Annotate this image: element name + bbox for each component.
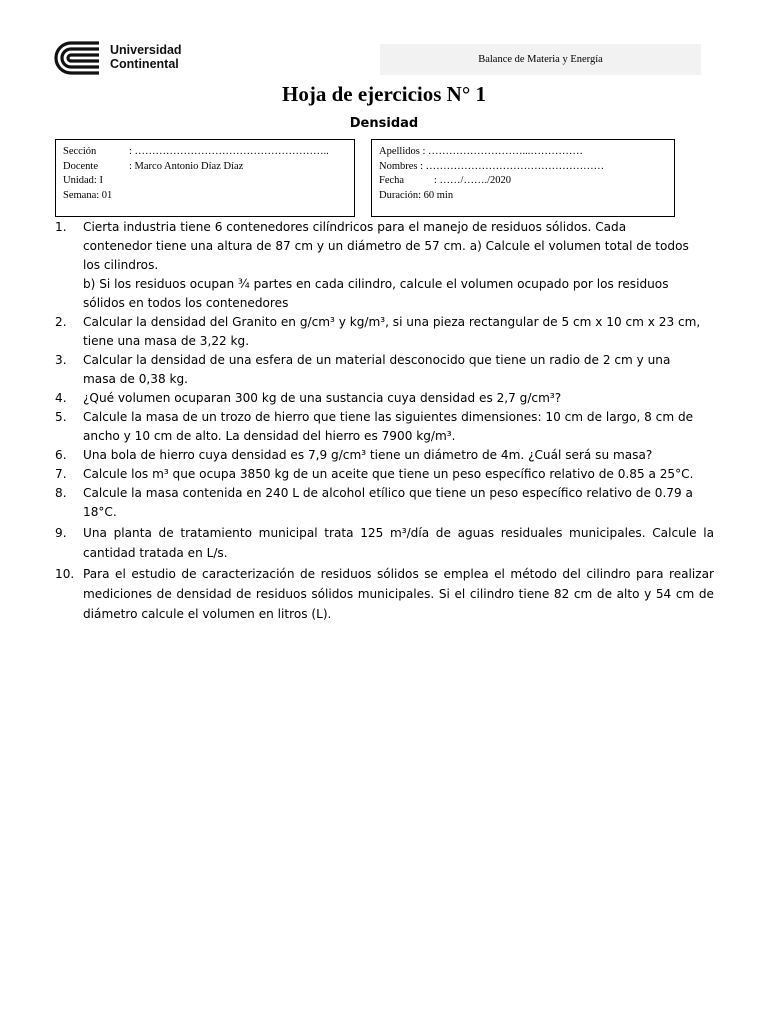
exercise-number: 6. — [55, 448, 67, 462]
course-name: Balance de Materia y Energía — [478, 54, 603, 65]
exercise-item — [55, 218, 714, 313]
fecha-label: Fecha — [379, 175, 405, 186]
exercise-number: 10. — [55, 567, 75, 581]
course-info-box — [55, 139, 355, 217]
exercise-text: Una planta de tratamiento municipal trata 125 m³/día de aguas residuales municipales. Calcule la cantidad tratada en L/s. — [83, 526, 714, 560]
exercise-item — [55, 389, 714, 408]
course-name-box — [380, 44, 701, 75]
exercise-number: 8. — [55, 486, 67, 500]
logo-line-1: Universidad — [110, 43, 182, 57]
exercise-number: 9. — [55, 526, 67, 540]
exercise-text: ¿Qué volumen ocuparan 300 kg de una sustancia cuya densidad es 2,7 g/cm³? — [83, 391, 562, 405]
exercise-item — [55, 465, 714, 484]
exercise-text: Una bola de hierro cuya densidad es 7,9 g/cm³ tiene un diámetro de 4m. ¿Cuál será su masa? — [83, 448, 653, 462]
docente-label: Docente — [63, 160, 98, 172]
semana-row: Semana: 01 — [63, 189, 113, 201]
exercise-item — [55, 484, 714, 522]
exercise-text: Cierta industria tiene 6 contenedores cilíndricos para el manejo de residuos sólidos. Cada contenedor tiene una altura de 87 cm y un diámetro de 57 cm. a) Calcule el volumen total de todos los cilindros. b) Si los residuos ocupan ¾ partes en cada cilindro, calcule el volumen ocupado por los residuos sólidos en todos los contenedores — [83, 220, 689, 310]
document-title: Hoja de ejercicios N° 1 — [282, 82, 486, 106]
apellidos-row: Apellidos : ………………………...…………… — [379, 146, 583, 157]
fecha-value: : ……/……./2020 — [434, 175, 512, 186]
university-logo-mark-icon — [53, 40, 103, 76]
exercise-text: Calcule la masa contenida en 240 L de alcohol etílico que tiene un peso específico relativo de 0.79 a 18°C. — [83, 486, 693, 519]
exercise-number: 2. — [55, 315, 67, 329]
exercise-text: Calcule los m³ que ocupa 3850 kg de un aceite que tiene un peso específico relativo de 0.85 a 25°C. — [83, 467, 694, 481]
exercise-number: 7. — [55, 467, 67, 481]
exercise-item — [55, 564, 714, 624]
exercise-number: 3. — [55, 353, 67, 367]
docente-value: : Marco Antonio Díaz Díaz — [129, 160, 244, 172]
exercise-item — [55, 408, 714, 446]
exercise-list — [55, 218, 714, 624]
seccion-label: Sección — [63, 146, 97, 157]
exercise-number: 5. — [55, 410, 67, 424]
duracion-row: Duración: 60 min — [379, 189, 454, 201]
docente-row — [63, 160, 354, 175]
seccion-row — [63, 145, 354, 160]
exercise-item — [55, 523, 714, 563]
exercise-number: 4. — [55, 391, 67, 405]
university-logo — [53, 40, 193, 76]
exercise-item — [55, 313, 714, 351]
student-info-box — [371, 139, 675, 217]
exercise-text: Calcular la densidad de una esfera de un material desconocido que tiene un radio de 2 cm y una masa de 0,38 kg. — [83, 353, 671, 386]
document-subtitle: Densidad — [349, 116, 419, 131]
exercise-text: Calcular la densidad del Granito en g/cm³ y kg/m³, si una pieza rectangular de 5 cm x 10 cm x 23 cm, tiene una masa de 3,22 kg. — [83, 315, 701, 348]
seccion-value: : ……………………………………………….. — [129, 146, 329, 157]
exercise-number: 1. — [55, 220, 67, 234]
unidad-row: Unidad: I — [63, 175, 103, 186]
exercise-text: Para el estudio de caracterización de residuos sólidos se emplea el método del cilindro para realizar mediciones de densidad de residuos sólidos municipales. Si el cilindro tiene 82 cm de alto y 54 cm de diámetro calcule el volumen en litros (L). — [83, 567, 714, 621]
nombres-row: Nombres : …………………………………………… — [379, 160, 605, 172]
logo-line-2: Continental — [110, 57, 179, 71]
exercise-item — [55, 351, 714, 389]
exercise-item — [55, 446, 714, 465]
university-logo-text — [110, 43, 182, 71]
exercise-text: Calcule la masa de un trozo de hierro que tiene las siguientes dimensiones: 10 cm de largo, 8 cm de ancho y 10 cm de alto. La densidad del hierro es 7900 kg/m³. — [83, 410, 694, 443]
fecha-row — [379, 174, 674, 189]
